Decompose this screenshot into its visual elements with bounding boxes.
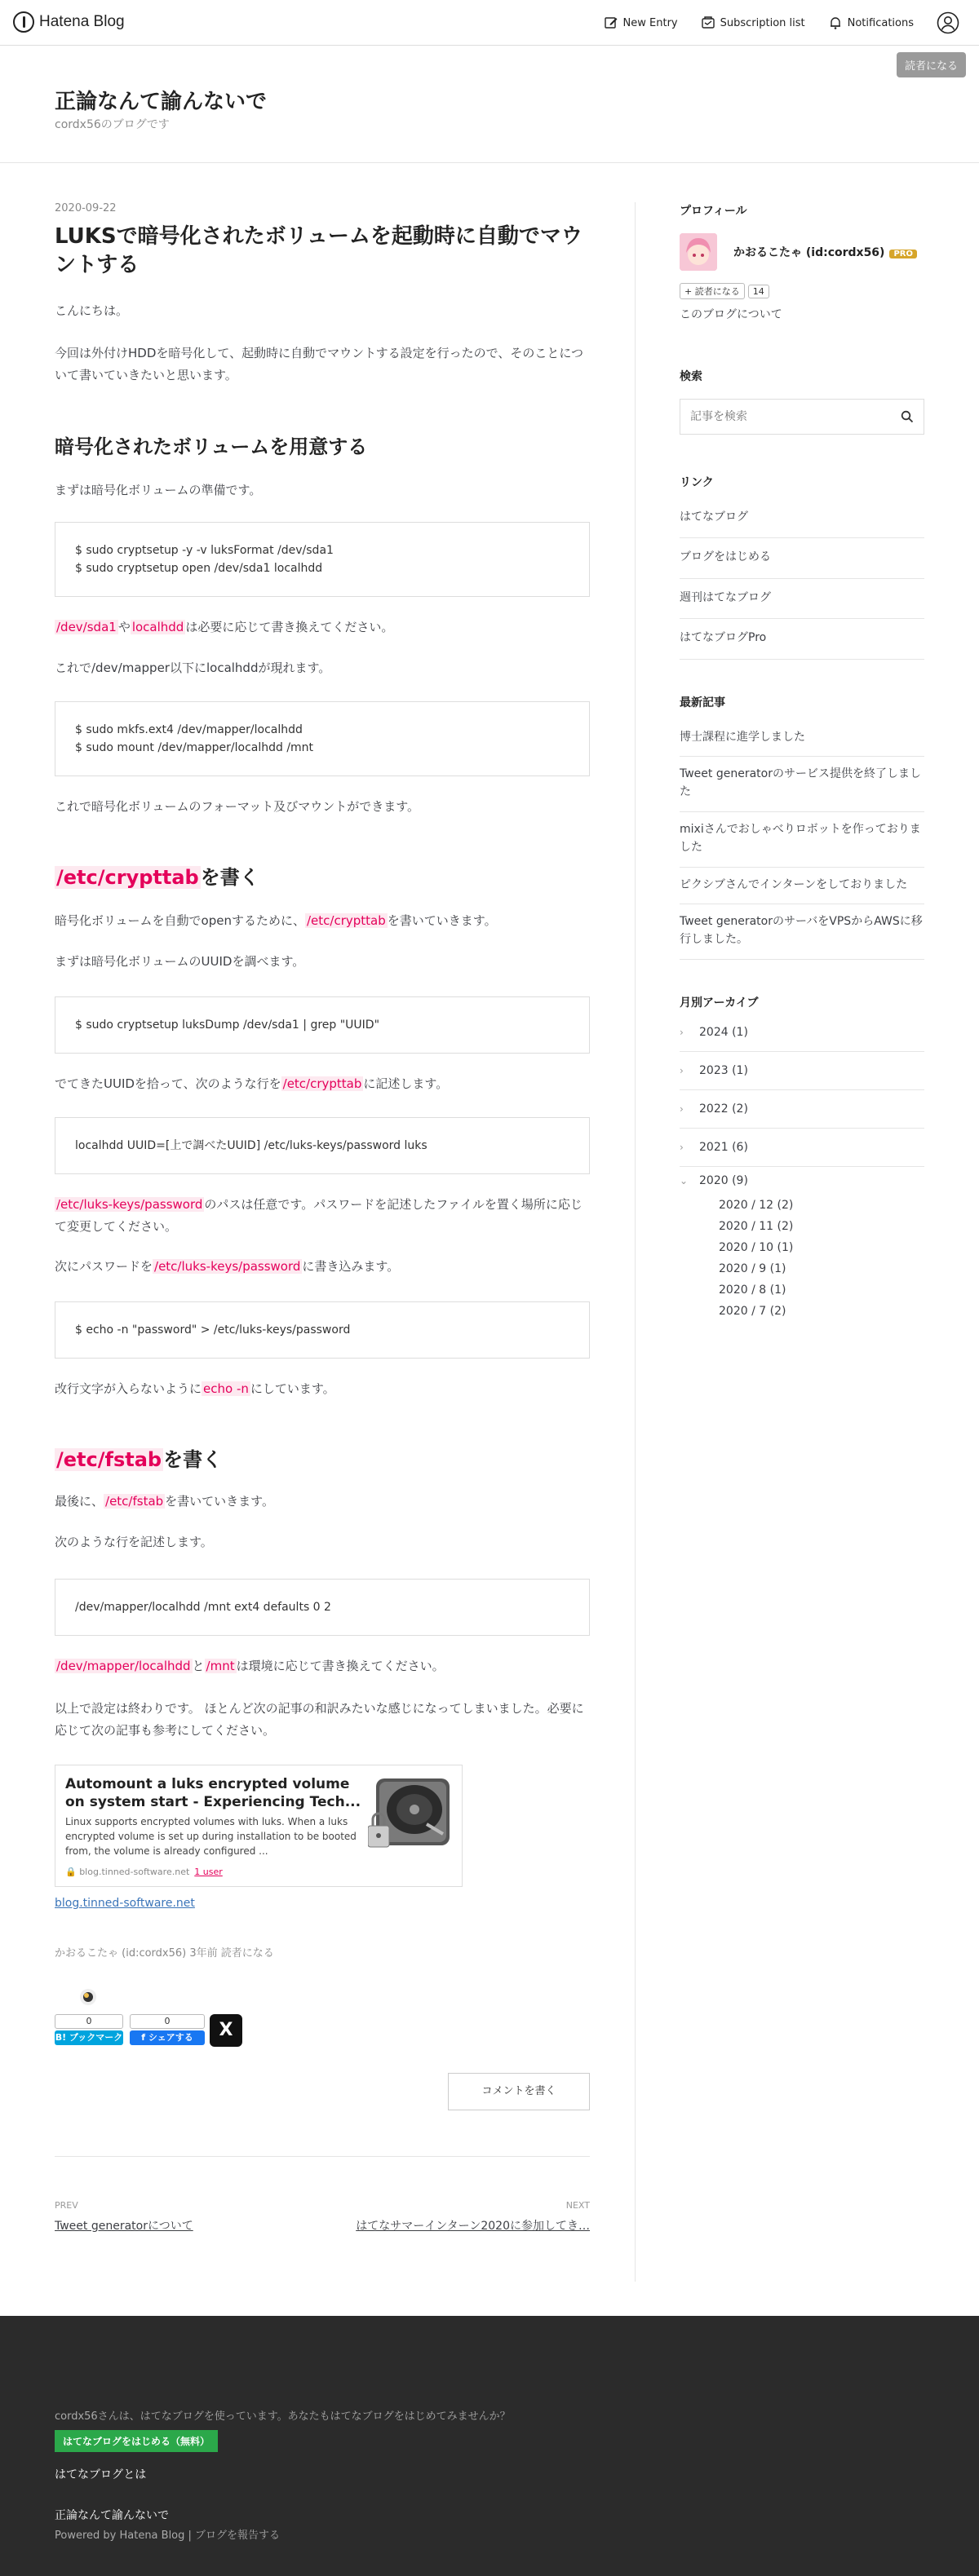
- embed-description: Linux supports encrypted volumes with luks. When a luks encrypted volume is set up during installation to be booted from, the volume is already configured ...: [65, 1816, 357, 1857]
- code-line: $ echo -n "password" > /etc/luks-keys/password: [75, 1323, 351, 1337]
- embed-title[interactable]: Automount a luks encrypted volume on system start - Experiencing Tech...: [65, 1776, 361, 1811]
- bell-icon: [828, 15, 843, 30]
- pager-next: [356, 2200, 590, 2234]
- archive-month[interactable]: 2020 / 7 (2): [719, 1304, 786, 1318]
- pencil-icon: [604, 15, 618, 30]
- archive-year-label: 2024 (1): [699, 1025, 748, 1039]
- facebook-label: f シェアする: [130, 2030, 205, 2045]
- chevron-right-icon: ›: [680, 1026, 684, 1038]
- link-item[interactable]: はてなブログ: [680, 502, 924, 538]
- search-heading: 検索: [680, 370, 702, 383]
- section-heading-fstab: [55, 1443, 590, 1472]
- code-block: [55, 1117, 590, 1174]
- pro-badge: PRO: [889, 250, 917, 258]
- divider: [55, 2156, 590, 2157]
- archive-list: [680, 1014, 924, 1322]
- heading-text: を書く: [200, 866, 259, 889]
- text: に記述します。: [363, 1076, 449, 1091]
- notifications-link[interactable]: [828, 15, 914, 30]
- entry-footer-meta[interactable]: かおるこたゃ (id:cordx56) 3年前 読者になる: [55, 1947, 274, 1960]
- chevron-right-icon: ›: [680, 1141, 684, 1153]
- heading-text: を書く: [163, 1448, 223, 1471]
- subscription-link[interactable]: [701, 15, 805, 30]
- next-entry-link[interactable]: はてなサマーインターン2020に参加してき…: [356, 2220, 590, 2233]
- follow-row: [680, 282, 924, 299]
- inline-code: echo -n: [203, 1381, 249, 1396]
- archive-month[interactable]: 2020 / 9 (1): [719, 1261, 786, 1275]
- text: に書き込みます。: [302, 1259, 400, 1274]
- text: と: [192, 1659, 205, 1673]
- share-buttons: [55, 2014, 250, 2047]
- code-block: [55, 1579, 590, 1636]
- s1-paragraph-4: これで暗号化ボリュームのフォーマット及びマウントができます。: [55, 799, 420, 814]
- text: 次にパスワードを: [55, 1259, 153, 1274]
- archive-year[interactable]: [680, 1090, 924, 1129]
- footer-invite: cordx56さんは、はてなブログを使っています。あなたもはてなブログをはじめてみませんか？: [55, 2410, 511, 2423]
- code-line: $ sudo cryptsetup open /dev/sda1 localhdd: [75, 562, 323, 575]
- archive-year-label: 2023 (1): [699, 1063, 748, 1077]
- about-blog-link[interactable]: このブログについて: [680, 308, 782, 321]
- archive-year[interactable]: [680, 1052, 924, 1090]
- article: [55, 202, 590, 2233]
- x-share-button[interactable]: X: [210, 2014, 242, 2047]
- recent-list: [680, 722, 924, 960]
- s3-paragraph-1: [55, 1491, 590, 1513]
- entry-title[interactable]: LUKSで暗号化されたボリュームを起動時に自動でマウントする: [55, 224, 583, 278]
- logo-text: Hatena Blog: [39, 13, 125, 30]
- bookmark-label: B! ブックマーク: [55, 2030, 123, 2045]
- about-hatena-blog-link[interactable]: はてなブログとは: [55, 2468, 147, 2481]
- inline-code: /etc/fstab: [105, 1494, 164, 1509]
- facebook-share-button[interactable]: [130, 2014, 205, 2045]
- column-separator: [635, 202, 636, 2282]
- follower-count: 14: [748, 285, 769, 298]
- archive-year-label: 2022 (2): [699, 1102, 748, 1116]
- code-line: $ sudo mkfs.ext4 /dev/mapper/localhdd: [75, 722, 303, 736]
- text: でてきたUUIDを拾って、次のような行を: [55, 1076, 281, 1091]
- subscription-icon: [701, 15, 715, 30]
- text: 暗号化ボリュームを自動でopenするために、: [55, 913, 305, 928]
- code-block: [55, 996, 590, 1054]
- prev-label: PREV: [55, 2200, 78, 2211]
- profile-name-row: [733, 244, 917, 260]
- text: を書いていきます。: [165, 1494, 274, 1509]
- section-heading-volume: 暗号化されたボリュームを用意する: [55, 435, 368, 458]
- bookmark-user-avatar[interactable]: [79, 1988, 97, 2006]
- source-link-wrap: [55, 1897, 590, 1910]
- code-line: $ sudo mount /dev/mapper/localhdd /mnt: [75, 741, 314, 754]
- code-block: [55, 1301, 590, 1359]
- text: にしています。: [250, 1381, 335, 1396]
- blog-title[interactable]: 正論なんて諭んないで: [55, 90, 268, 114]
- user-menu-icon[interactable]: [937, 11, 959, 34]
- archive-heading: 月別アーカイブ: [680, 996, 759, 1010]
- search-input[interactable]: [680, 400, 884, 434]
- link-item[interactable]: 週刊はてなブログ: [680, 579, 924, 619]
- profile-heading: プロフィール: [680, 205, 747, 218]
- encrypted-drive-icon: [368, 1774, 454, 1855]
- inline-code: /etc/crypttab: [307, 913, 386, 928]
- text: は環境に応じて書き換えてください。: [236, 1659, 445, 1673]
- chevron-right-icon: ›: [680, 1064, 684, 1076]
- text: のパスは任意です。パスワードを記述したファイルを置く場所に応じて変更してください。: [55, 1197, 583, 1234]
- s3-paragraph-4: 以上で設定は終わりです。 ほとんど次の記事の和訳みたいな感じになってしまいました。必要に応じて次の記事も参考にしてください。: [55, 1701, 584, 1738]
- embed-meta: [65, 1867, 223, 1877]
- search-icon[interactable]: [901, 410, 914, 423]
- code-line: $ sudo cryptsetup luksDump /dev/sda1 | grep "UUID": [75, 1018, 380, 1032]
- pager-prev: [55, 2200, 193, 2234]
- inline-code: /dev/mapper/localhdd: [56, 1659, 191, 1673]
- new-entry-label: New Entry: [622, 16, 678, 29]
- profile-card: [680, 233, 924, 271]
- archive-month[interactable]: 2020 / 11 (2): [719, 1219, 794, 1233]
- heading-code: /etc/crypttab: [56, 866, 199, 889]
- footer-powered[interactable]: Powered by Hatena Blog | ブログを報告する: [55, 2530, 281, 2542]
- page-footer: [0, 2316, 979, 2576]
- subscription-label: Subscription list: [720, 16, 805, 29]
- subscribe-reader-button[interactable]: 読者になる: [897, 52, 966, 77]
- inline-code: /dev/sda1: [56, 620, 117, 634]
- s2-paragraph-2: まずは暗号化ボリュームのUUIDを調べます。: [55, 954, 305, 969]
- inline-code: /etc/luks-keys/password: [56, 1197, 203, 1212]
- hatena-logo-icon: [13, 11, 34, 33]
- chevron-down-icon: ⌄: [680, 1174, 689, 1186]
- s1-paragraph-2: [55, 616, 590, 638]
- link-item[interactable]: ブログをはじめる: [680, 538, 924, 578]
- s2-paragraph-6: [55, 1378, 590, 1400]
- link-item[interactable]: はてなブログPro: [680, 619, 924, 659]
- archive-year[interactable]: [680, 1014, 924, 1052]
- footer-blog-title[interactable]: 正論なんて諭んないで: [55, 2509, 169, 2522]
- search-box: [680, 399, 924, 435]
- s2-paragraph-3: [55, 1073, 590, 1095]
- archive-month[interactable]: 2020 / 10 (1): [719, 1240, 794, 1254]
- code-line: $ sudo cryptsetup -y -v luksFormat /dev/sda1: [75, 543, 334, 557]
- archive-year-expanded[interactable]: [680, 1167, 924, 1195]
- text: を書いていきます。: [387, 913, 497, 928]
- text: 改行文字が入らないように: [55, 1381, 202, 1396]
- facebook-count: 0: [130, 2014, 205, 2029]
- recent-heading: 最新記事: [680, 696, 725, 709]
- inline-code: localhdd: [131, 620, 184, 634]
- archive-year[interactable]: [680, 1129, 924, 1167]
- code-line: localhdd UUID=[上で調べたUUID] /etc/luks-keys/password luks: [75, 1138, 427, 1152]
- archive-year-label: 2020 (9): [699, 1173, 748, 1187]
- embed-users[interactable]: 1 user: [194, 1867, 223, 1877]
- blog-description: cordx56のブログです: [55, 118, 170, 131]
- s3-paragraph-2: 次のような行を記述します。: [55, 1535, 213, 1549]
- text: は必要に応じて書き換えてください。: [185, 620, 394, 634]
- recent-entry[interactable]: ピクシブさんでインターンをしておりました: [680, 868, 924, 904]
- archive-month[interactable]: 2020 / 12 (2): [719, 1198, 794, 1212]
- next-label: NEXT: [565, 2200, 590, 2211]
- s1-paragraph-1: まずは暗号化ボリュームの準備です。: [55, 483, 262, 497]
- follow-label: 読者になる: [694, 286, 740, 297]
- inline-code: /mnt: [206, 1659, 235, 1673]
- global-header: [0, 0, 979, 46]
- hatena-bookmark-button[interactable]: [55, 2014, 123, 2045]
- text: 最後に、: [55, 1494, 104, 1509]
- intro-paragraph-1: こんにちは。: [55, 303, 129, 318]
- source-link[interactable]: blog.tinned-software.net: [55, 1897, 195, 1910]
- s1-paragraph-3: これで/dev/mapper以下にlocalhddが現れます。: [55, 661, 331, 675]
- code-block: [55, 522, 590, 597]
- embed-site: blog.tinned-software.net: [79, 1867, 190, 1877]
- s2-paragraph-5: [55, 1256, 590, 1278]
- chevron-right-icon: ›: [680, 1102, 684, 1115]
- heading-code: /etc/fstab: [56, 1448, 162, 1471]
- s3-paragraph-3: [55, 1655, 590, 1677]
- profile-name[interactable]: かおるこたゃ (id:cordx56): [733, 246, 885, 259]
- new-entry-link[interactable]: [604, 15, 678, 30]
- bookmark-count: 0: [55, 2014, 123, 2029]
- embed-card[interactable]: [55, 1765, 463, 1887]
- section-heading-crypttab: [55, 861, 590, 890]
- start-blog-button[interactable]: はてなブログをはじめる（無料）: [55, 2430, 218, 2452]
- archive-month[interactable]: 2020 / 8 (1): [719, 1283, 786, 1297]
- write-comment-button[interactable]: コメントを書く: [448, 2073, 590, 2110]
- blog-header: [0, 46, 979, 163]
- prev-entry-link[interactable]: Tweet generatorについて: [55, 2220, 193, 2233]
- code-block: [55, 701, 590, 776]
- s2-paragraph-1: [55, 910, 590, 932]
- profile-avatar[interactable]: [680, 233, 717, 271]
- notifications-label: Notifications: [847, 16, 914, 29]
- intro-paragraph-2: 今回は外付けHDDを暗号化して、起動時に自動でマウントする設定を行ったので、そのことについて書いていきたいと思います。: [55, 346, 584, 382]
- sidebar: [680, 202, 924, 1322]
- links-list: [680, 502, 924, 660]
- lock-icon: 🔒: [65, 1867, 80, 1877]
- inline-code: /etc/luks-keys/password: [154, 1259, 301, 1274]
- recent-entry[interactable]: mixiさんでおしゃべりロボットを作っておりました: [680, 812, 924, 868]
- entry-date[interactable]: 2020-09-22: [55, 202, 117, 214]
- text: や: [117, 620, 131, 634]
- archive-year-label: 2021 (6): [699, 1140, 748, 1154]
- recent-entry[interactable]: 博士課程に進学しました: [680, 722, 924, 757]
- recent-entry[interactable]: Tweet generatorのサーバをVPSからAWSに移行しました。: [680, 904, 924, 960]
- links-heading: リンク: [680, 476, 714, 489]
- global-nav: [604, 0, 979, 46]
- inline-code: /etc/crypttab: [282, 1076, 362, 1091]
- recent-entry[interactable]: Tweet generatorのサービス提供を終了しました: [680, 757, 924, 812]
- hatena-blog-logo[interactable]: [13, 11, 125, 33]
- s2-paragraph-4: [55, 1194, 590, 1238]
- code-line: /dev/mapper/localhdd /mnt ext4 defaults 0 2: [75, 1600, 331, 1614]
- follow-button[interactable]: + 読者になる: [680, 283, 745, 299]
